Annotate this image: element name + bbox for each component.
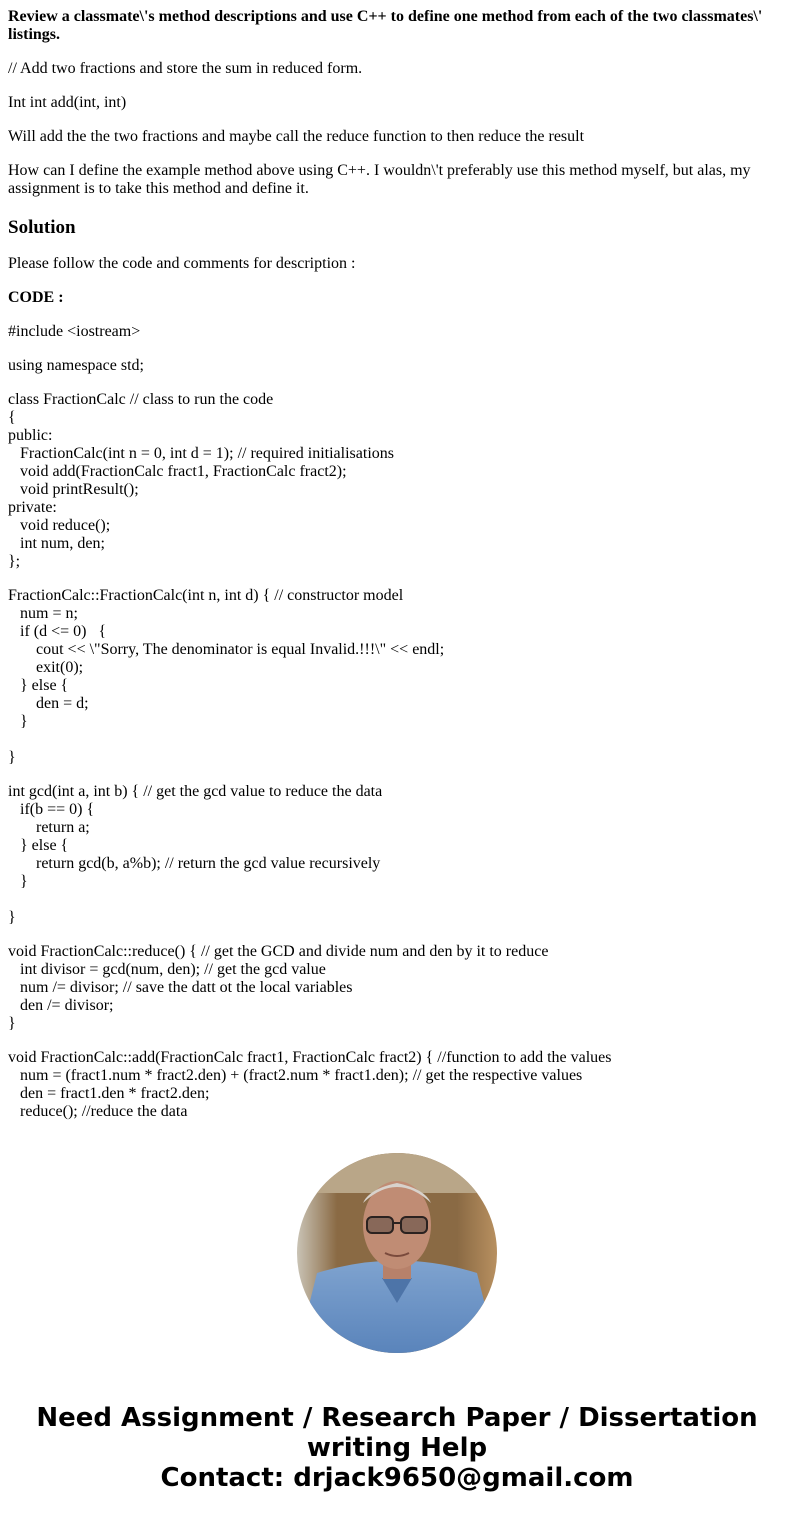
code-line: } — [8, 749, 16, 766]
code-line: public: — [8, 427, 53, 444]
code-block — [8, 1049, 786, 1121]
code-line: void printResult(); — [8, 481, 139, 498]
code-line: int gcd(int a, int b) { // get the gcd value to reduce the data — [8, 783, 383, 800]
code-block — [8, 391, 786, 571]
code-line: void FractionCalc::add(FractionCalc fract1, FractionCalc fract2) { //function to add the values — [8, 1049, 612, 1066]
code-line: num /= divisor; // save the datt ot the local variables — [8, 979, 353, 996]
code-line: den /= divisor; — [8, 997, 114, 1014]
code-line: class FractionCalc // class to run the code — [8, 391, 274, 408]
footer-line: writing Help — [306, 1433, 488, 1463]
solution-intro: Please follow the code and comments for description : — [8, 255, 356, 272]
code-line: den = fract1.den * fract2.den; — [8, 1085, 210, 1102]
code-block — [8, 357, 786, 375]
code-line: } else { — [8, 837, 69, 854]
footer-contact: Contact: drjack9650@gmail.com — [160, 1463, 634, 1493]
code-line: void FractionCalc::reduce() { // get the GCD and divide num and den by it to reduce — [8, 943, 549, 960]
code-line — [8, 731, 786, 749]
code-line: den = d; — [8, 695, 89, 712]
code-block — [8, 587, 786, 767]
code-line: { — [8, 409, 16, 426]
question-paragraph: // Add two fractions and store the sum in reduced form. — [8, 60, 363, 77]
code-line: } else { — [8, 677, 69, 694]
code-line: using namespace std; — [8, 357, 144, 374]
question-paragraph: Will add the the two fractions and maybe call the reduce function to then reduce the result — [8, 128, 585, 145]
code-line: FractionCalc(int n = 0, int d = 1); // required initialisations — [8, 445, 394, 462]
code-line: cout << \"Sorry, The denominator is equal Invalid.!!!\" << endl; — [8, 641, 445, 658]
code-line: #include <iostream> — [8, 323, 141, 340]
code-line: if (d <= 0) { — [8, 623, 107, 640]
code-line — [8, 891, 786, 909]
code-label: CODE : — [8, 289, 64, 306]
code-line: return gcd(b, a%b); // return the gcd value recursively — [8, 855, 381, 872]
code-line: return a; — [8, 819, 90, 836]
document-content — [8, 8, 786, 1137]
question-paragraph: How can I define the example method above using C++. I wouldn\'t preferably use this method myself, but alas, my assignment is to take this method and define it. — [8, 162, 751, 197]
code-block — [8, 783, 786, 927]
code-line: void add(FractionCalc fract1, FractionCalc fract2); — [8, 463, 347, 480]
code-line: private: — [8, 499, 57, 516]
code-line: if(b == 0) { — [8, 801, 95, 818]
code-line: } — [8, 1015, 16, 1032]
question-paragraph: Int int add(int, int) — [8, 94, 127, 111]
code-line: } — [8, 909, 16, 926]
code-line: exit(0); — [8, 659, 84, 676]
question-title: Review a classmate\'s method descriptions and use C++ to define one method from each of the two classmates\' listings. — [8, 8, 763, 43]
code-line: FractionCalc::FractionCalc(int n, int d) { // constructor model — [8, 587, 404, 604]
code-line: } — [8, 713, 28, 730]
code-line: num = n; — [8, 605, 78, 622]
code-line: int divisor = gcd(num, den); // get the gcd value — [8, 961, 326, 978]
code-block — [8, 323, 786, 341]
code-listing — [8, 323, 786, 1121]
code-line: }; — [8, 553, 21, 570]
footer-promo — [0, 1403, 794, 1493]
code-block — [8, 943, 786, 1033]
footer-line: Need Assignment / Research Paper / Dissertation — [36, 1403, 758, 1433]
code-line: int num, den; — [8, 535, 105, 552]
code-line: num = (fract1.num * fract2.den) + (fract2.num * fract1.den); // get the respective values — [8, 1067, 583, 1084]
code-line: void reduce(); — [8, 517, 111, 534]
code-line: reduce(); //reduce the data — [8, 1103, 188, 1120]
code-line: } — [8, 873, 28, 890]
solution-heading: Solution — [8, 217, 76, 238]
person-portrait-icon — [297, 1153, 497, 1353]
avatar — [297, 1153, 497, 1353]
